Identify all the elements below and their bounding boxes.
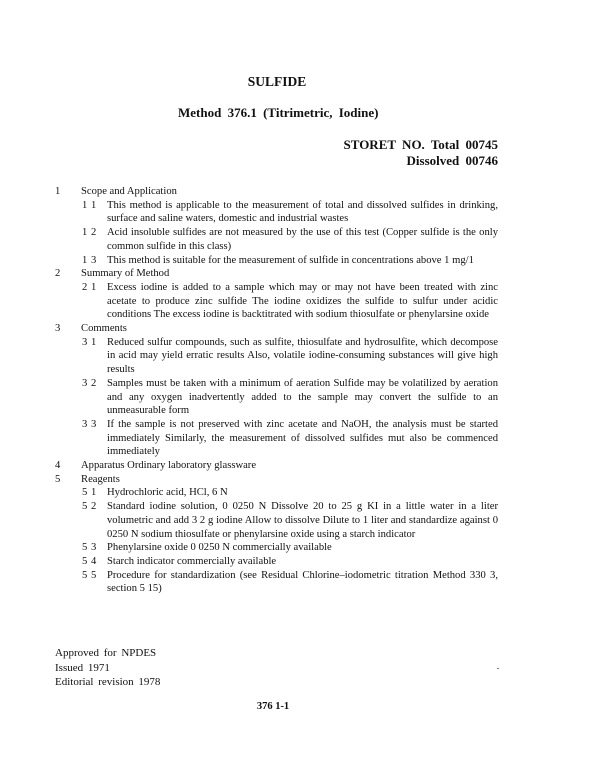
section-number: 3 xyxy=(55,323,61,335)
subsection-5-2 xyxy=(81,500,498,541)
subsection-text: Procedure for standardization (see Residual Chlorine–iodometric titration Method 330 3, section 5 15) xyxy=(107,569,498,595)
section-number: 1 xyxy=(55,186,61,197)
section-title: Apparatus Ordinary laboratory glassware xyxy=(81,460,257,472)
subsection-text: Excess iodine is added to a sample which may or may not have been treated with zinc acetate to produce zinc sulfide The iodine oxidizes the sulfide to sulfur under acidic conditions The excess iodine is backtitrated with sodium thiosulfate or phenylarsine oxide xyxy=(107,281,498,321)
subsection-text: Hydrochloric acid, HCl, 6 N xyxy=(107,487,228,499)
subsection-text: Reduced sulfur compounds, such as sulfite, thiosulfate and hydrosulfite, which decompose in acid may yield erratic results Also, volatile iodine-consuming substances will give high results xyxy=(107,336,498,376)
subsection-number: 5 4 xyxy=(82,555,97,567)
subsection-5-3 xyxy=(81,541,498,555)
subsection-3-3 xyxy=(81,418,498,459)
subsection-3-2 xyxy=(81,377,498,418)
subsection-number: 5 5 xyxy=(82,569,97,581)
subsection-5-1 xyxy=(81,486,498,500)
subsection-text: If the sample is not preserved with zinc acetate and NaOH, the analysis must be started immediately Similarly, the measurement of dissolved sulfides mut also be commenced immediately xyxy=(107,418,498,458)
section-3 xyxy=(55,322,498,336)
subsection-text: Samples must be taken with a minimum of aeration Sulfide may be volatilized by aeration and any oxygen inadvertently added to the sample may convert the sulfide to an unmeasurable form xyxy=(107,377,498,417)
revision-note: Editorial revision 1978 xyxy=(55,676,161,689)
section-number: 2 xyxy=(55,268,61,280)
issued-note: Issued 1971 xyxy=(55,661,110,674)
subsection-number: 1 3 xyxy=(82,254,97,266)
section-1 xyxy=(55,185,498,199)
storet-dissolved: Dissolved 00746 xyxy=(406,152,498,168)
subsection-text: Starch indicator commercially available xyxy=(107,555,277,567)
section-number: 4 xyxy=(55,460,61,472)
section-title: Scope and Application xyxy=(81,186,177,197)
page-number: 376 1-1 xyxy=(256,701,290,712)
storet-numbers xyxy=(344,137,498,168)
section-5 xyxy=(55,473,498,487)
document-title: SULFIDE xyxy=(247,74,307,89)
subsection-5-5 xyxy=(81,569,498,596)
subsection-number: 5 1 xyxy=(82,487,97,499)
subsection-number: 1 2 xyxy=(82,227,97,239)
approved-note: Approved for NPDES xyxy=(55,647,157,659)
subsection-1-3 xyxy=(81,254,498,268)
subsection-number: 5 2 xyxy=(82,501,97,513)
section-2 xyxy=(55,267,498,281)
subsection-2-1 xyxy=(81,281,498,322)
subsection-5-4 xyxy=(81,555,498,569)
subsection-number: 1 1 xyxy=(82,199,97,211)
subsection-text: This method is suitable for the measurement of sulfide in concentrations above 1 mg/1 xyxy=(107,254,474,266)
subsection-3-1 xyxy=(81,336,498,377)
subsection-text: Acid insoluble sulfides are not measured by the use of this test (Copper sulfide is the only common sulfide in this class) xyxy=(107,227,498,252)
section-title: Summary of Method xyxy=(81,268,170,280)
section-4 xyxy=(55,459,498,473)
method-heading: Method 376.1 (Titrimetric, Iodine) xyxy=(178,105,379,120)
scan-speck xyxy=(497,668,499,669)
subsection-number: 3 2 xyxy=(82,377,97,389)
subsection-1-1 xyxy=(81,199,498,226)
section-title: Reagents xyxy=(81,473,120,485)
subsection-text: Phenylarsine oxide 0 0250 N commercially available xyxy=(107,542,332,554)
subsection-number: 5 3 xyxy=(82,542,97,554)
section-number: 5 xyxy=(55,473,61,485)
subsection-text: This method is applicable to the measurement of total and dissolved sulfides in drinking, surface and saline waters, domestic and industrial wastes xyxy=(107,199,498,225)
footer-notes xyxy=(55,646,160,690)
subsection-text: Standard iodine solution, 0 0250 N Dissolve 20 to 25 g KI in a little water in a liter volumetric and add 3 2 g iodine Allow to dissolve Dilute to 1 liter and standardize against 0 0250 N sodium thiosulfate or phenylarsine oxide using a starch indicator xyxy=(107,501,498,540)
subsection-number: 3 1 xyxy=(82,336,97,348)
section-title: Comments xyxy=(81,323,127,335)
document-body xyxy=(55,185,498,596)
subsection-number: 2 1 xyxy=(82,281,97,293)
storet-total: STORET NO. Total 00745 xyxy=(343,137,498,152)
subsection-number: 3 3 xyxy=(82,418,97,430)
subsection-1-2 xyxy=(81,226,498,253)
